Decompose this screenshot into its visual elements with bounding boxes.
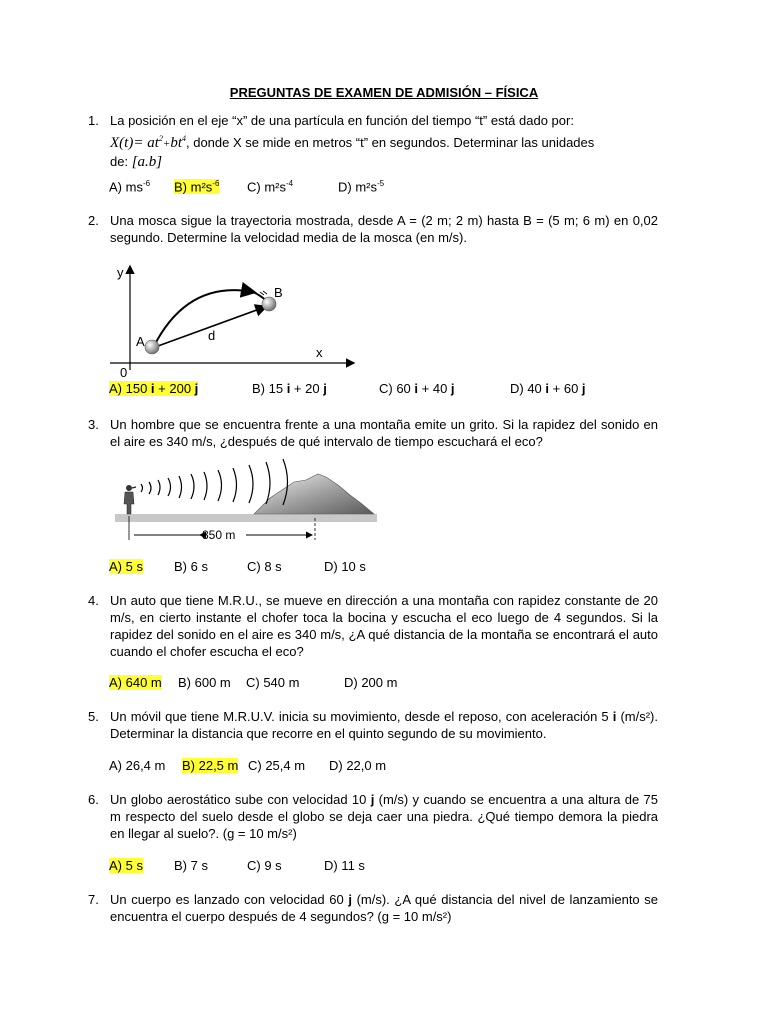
option-a-answer[interactable]: A) 640 m	[109, 675, 162, 690]
unit-vector-i: i	[612, 709, 617, 724]
question-text-line: La posición en el eje “x” de una partícula en función del tiempo “t” está dado por:	[110, 113, 574, 128]
unit-vector-j: j	[323, 381, 327, 396]
question-text	[110, 791, 658, 842]
option-c[interactable]: C) 8 s	[247, 559, 282, 574]
option-text: + 60	[549, 381, 582, 396]
question-3	[88, 416, 658, 450]
question-text	[110, 891, 658, 925]
option-text: + 40	[418, 381, 451, 396]
question-5	[88, 708, 658, 742]
question-number: 2.	[88, 213, 99, 228]
option-a-answer[interactable]	[109, 381, 198, 396]
mountain	[254, 474, 374, 514]
option-c[interactable]: C) 9 s	[247, 858, 282, 873]
bracket-expression: [a.b]	[131, 154, 163, 170]
question-2	[88, 212, 658, 246]
option-a-answer[interactable]: A) 5 s	[109, 559, 143, 574]
point-a-label: A	[136, 334, 145, 349]
point-a-ball	[145, 340, 159, 354]
option-d[interactable]: D) 11 s	[324, 858, 365, 873]
option-b[interactable]	[252, 381, 327, 396]
question-number: 6.	[88, 792, 99, 807]
option-b[interactable]: B) 6 s	[174, 559, 208, 574]
question-text: Una mosca sigue la trayectoria mostrada, desde A = (2 m; 2 m) hasta B = (5 m; 6 m) en 0,02 segundo. Determine la velocidad media de la mosca (en m/s).	[110, 213, 658, 245]
question-text-line: , donde X se mide en metros “t” en segundos. Determinar las unidades	[185, 135, 595, 150]
question-text-fragment: Un móvil que tiene M.R.U.V. inicia su movimiento, desde el reposo, con aceleración 5	[110, 709, 613, 724]
question-4	[88, 592, 658, 660]
option-text: B) 15	[252, 381, 287, 396]
option-exponent: -6	[212, 179, 220, 188]
question-text-line	[110, 153, 658, 171]
option-d[interactable]: D) 200 m	[344, 675, 398, 690]
formula-exponent: 4	[181, 134, 186, 143]
sound-waves	[141, 459, 288, 505]
x-axis-label: x	[316, 345, 323, 360]
ground	[115, 514, 377, 522]
question-text	[110, 112, 658, 171]
question-number: 5.	[88, 709, 99, 724]
question-text: Un hombre que se encuentra frente a una montaña emite un grito. Si la rapidez del sonido en el aire es 340 m/s, ¿después de qué intervalo de tiempo escuchará el eco?	[110, 417, 658, 449]
option-b-answer[interactable]: B) 22,5 m	[182, 758, 239, 773]
question-7	[88, 891, 658, 925]
unit-vector-i: i	[286, 381, 291, 396]
option-exponent: -4	[286, 179, 294, 188]
question-text-fragment: (m/s). ¿A qué distancia del nivel de lanzamiento se encuentra el cuerpo después de 4 segundos? (g = 10 m/s²)	[110, 892, 659, 924]
unit-vector-j: j	[194, 381, 199, 396]
question-text-fragment: Un cuerpo es lanzado con velocidad 60	[110, 892, 349, 907]
option-text: C) 60	[379, 381, 415, 396]
option-label: A) ms	[109, 179, 143, 195]
unit-vector-j: j	[450, 381, 455, 396]
option-a[interactable]	[109, 179, 150, 194]
formula-term-a: at	[147, 135, 159, 151]
unit-vector-j: j	[370, 792, 375, 807]
question-6	[88, 791, 658, 842]
question-text	[110, 708, 658, 742]
displacement-label: d	[208, 328, 216, 343]
formula-line	[110, 130, 658, 153]
unit-vector-i: i	[414, 381, 419, 396]
unit-vector-j: j	[348, 892, 352, 907]
y-axis-label: y	[117, 265, 124, 280]
echo-diagram	[112, 452, 380, 548]
page-title: PREGUNTAS DE EXAMEN DE ADMISIÓN – FÍSICA	[229, 85, 539, 100]
unit-vector-j: j	[581, 381, 586, 396]
option-b[interactable]: B) 7 s	[174, 858, 208, 873]
formula-term-b: bt	[170, 135, 182, 151]
option-b-answer[interactable]	[174, 179, 219, 194]
unit-vector-i: i	[150, 381, 155, 396]
option-label: C) m²s	[247, 179, 286, 195]
formula-lhs: X(t)=	[110, 135, 144, 151]
option-text: D) 40	[510, 381, 546, 396]
option-text: + 200	[154, 381, 195, 396]
trajectory-diagram	[108, 262, 358, 380]
question-1	[88, 112, 658, 171]
option-text: A) 150	[109, 381, 151, 396]
question-text-fragment: (m/s) y cuando se encuentra a una altura de 75 m respecto del suelo desde el globo se deja caer una piedra. ¿Qué tiempo demora la piedra en llegar al suelo?. (g = 10 m/s²)	[110, 792, 659, 841]
question-number: 1.	[88, 113, 99, 128]
option-c[interactable]: C) 540 m	[246, 675, 300, 690]
option-d[interactable]	[510, 381, 586, 396]
origin-label: 0	[120, 365, 128, 380]
question-number: 7.	[88, 892, 99, 907]
question-text-fragment: (m/s²). Determinar la distancia que recorre en el quinto segundo de su movimiento.	[110, 709, 658, 741]
option-label: B) m²s	[174, 179, 213, 195]
option-a-answer[interactable]: A) 5 s	[109, 858, 143, 873]
unit-vector-i: i	[545, 381, 550, 396]
option-d[interactable]: D) 10 s	[324, 559, 366, 574]
question-text: Un auto que tiene M.R.U., se mueve en dirección a una montaña con rapidez constante de 20 m/s, en cierto instante el chofer toca la bocina y escucha el eco luego de 4 segundos. Si la rapidez del sonido en el aire es 340 m/s, ¿A qué distancia de la montaña se encontrará el auto cuando el chofer escucha el eco?	[110, 593, 658, 659]
formula	[110, 135, 186, 151]
formula-plus: +	[162, 138, 171, 150]
option-d[interactable]	[338, 179, 384, 194]
option-c[interactable]: C) 25,4 m	[248, 758, 306, 773]
curved-path	[154, 290, 253, 346]
question-number: 3.	[88, 417, 99, 432]
distance-label: 850 m	[202, 528, 236, 542]
option-text: + 20	[290, 381, 324, 396]
man-figure	[124, 485, 136, 514]
option-c[interactable]	[247, 179, 293, 194]
formula-exponent: 2	[158, 134, 163, 143]
option-d[interactable]: D) 22,0 m	[329, 758, 387, 773]
option-label: D) m²s	[338, 179, 377, 195]
option-a[interactable]: A) 26,4 m	[109, 758, 166, 773]
question-number: 4.	[88, 593, 99, 608]
question-text-fragment: de:	[110, 154, 129, 169]
option-exponent: -5	[377, 179, 385, 188]
option-c[interactable]	[379, 381, 455, 396]
point-b-label: B	[274, 285, 283, 300]
option-b[interactable]: B) 600 m	[178, 675, 231, 690]
option-exponent: -6	[142, 179, 151, 188]
question-text-fragment: Un globo aerostático sube con velocidad 10	[110, 792, 371, 807]
